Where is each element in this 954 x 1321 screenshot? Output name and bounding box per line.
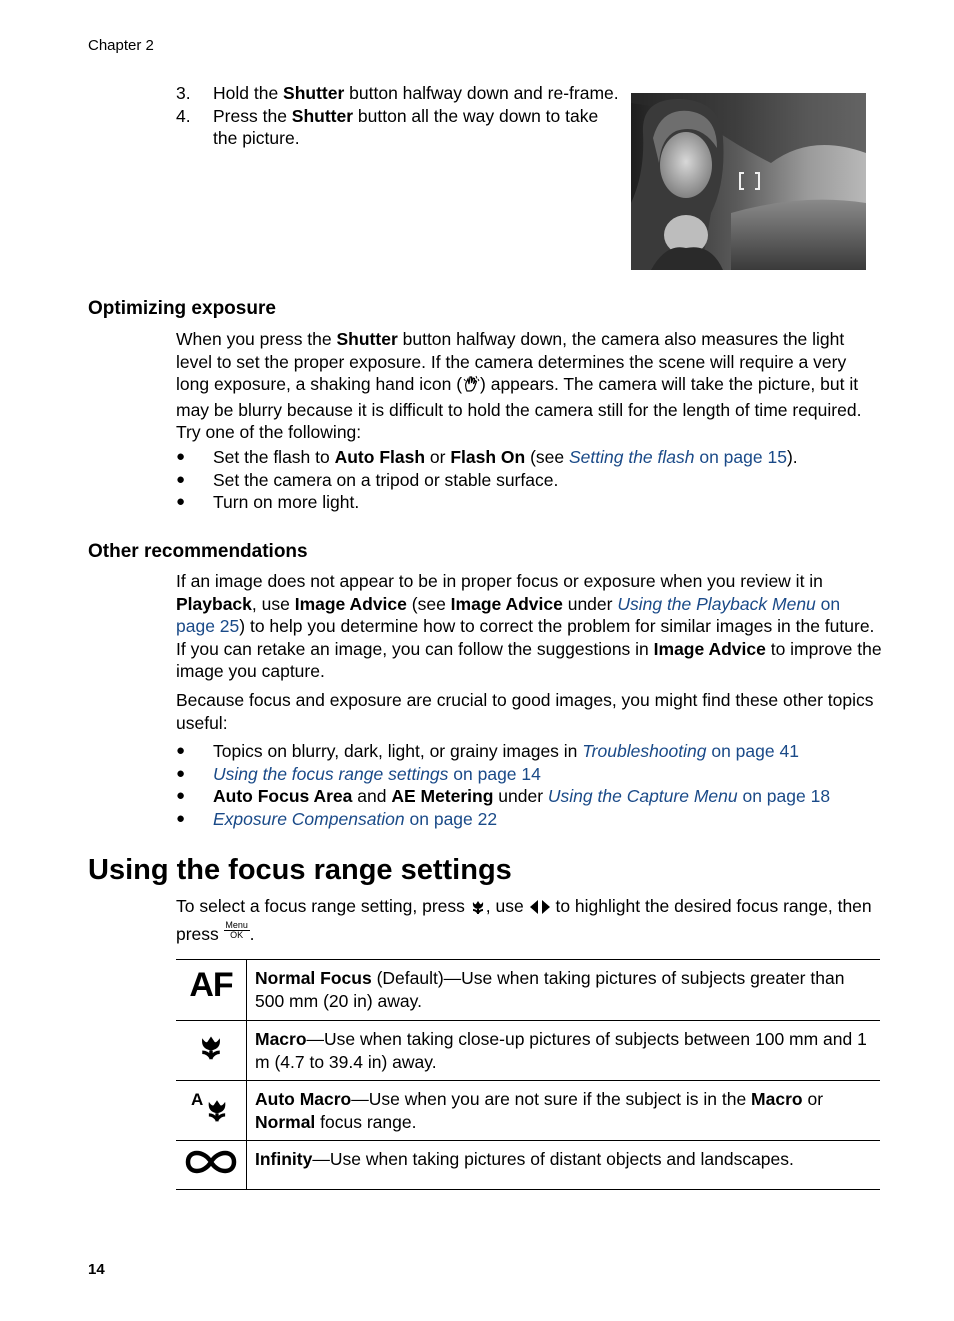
bullet-dot: ● bbox=[176, 470, 186, 488]
chapter-header: Chapter 2 bbox=[88, 37, 154, 54]
bold-run: Image Advice bbox=[450, 593, 563, 614]
link-exposure-compensation[interactable]: Exposure Compensation on page 22 bbox=[213, 808, 498, 829]
optimizing-paragraph bbox=[176, 328, 882, 444]
focus-intro-paragraph bbox=[176, 895, 882, 945]
text-run: ) to help you determine how to correct the problem for similar images in the future. If you can retake an image, you can follow the suggestions in bbox=[176, 616, 875, 659]
bold-run: Auto Macro bbox=[255, 1089, 352, 1109]
optimizing-bullet-list bbox=[176, 446, 882, 514]
text-run: (see bbox=[525, 447, 569, 467]
text-run: —Use when taking pictures of distant objects and landscapes. bbox=[312, 1149, 794, 1169]
table-desc-cell bbox=[247, 960, 881, 1021]
text-run: —Use when taking close-up pictures of subjects between 100 mm and 1 m (4.7 to 39.4 in) away. bbox=[255, 1029, 867, 1072]
list-item bbox=[176, 469, 882, 492]
other-paragraph-1 bbox=[176, 570, 882, 683]
bold-run: AE Metering bbox=[391, 786, 494, 806]
bullet-dot: ● bbox=[176, 448, 186, 465]
text-run: focus range. bbox=[315, 1111, 417, 1132]
step-text-post: button all the way down to take the picture. bbox=[213, 105, 599, 148]
bullet-dot: ● bbox=[176, 809, 186, 827]
text-run: button halfway down, the camera also measures the light level to set the proper exposure. If the camera determines the scene will require a very long exposure, a shaking hand icon ( bbox=[176, 329, 847, 394]
table-desc-cell bbox=[247, 1021, 881, 1081]
bullet-dot: ● bbox=[176, 742, 186, 759]
auto-macro-letter: A bbox=[191, 1090, 204, 1109]
text-run: under bbox=[493, 786, 548, 806]
step-text-pre: Press the bbox=[213, 105, 292, 126]
bold-run: Image Advice bbox=[653, 638, 766, 659]
section-heading-other: Other recommendations bbox=[88, 541, 308, 562]
text-run: to improve the image you capture. bbox=[176, 638, 882, 681]
list-item bbox=[176, 491, 882, 514]
section-heading-optimizing: Optimizing exposure bbox=[88, 298, 276, 319]
bold-run: Playback bbox=[176, 593, 252, 614]
bullet-dot: ● bbox=[176, 493, 186, 510]
step-item bbox=[176, 82, 622, 105]
bold-run: Macro bbox=[255, 1029, 307, 1049]
table-row bbox=[176, 960, 880, 1021]
link-using-the-playback-menu[interactable]: Using the Playback Menu on page 25 bbox=[176, 593, 841, 636]
bold-run: Normal Focus bbox=[255, 968, 372, 988]
text-run: (see bbox=[406, 593, 451, 614]
text-run: ). bbox=[786, 447, 798, 467]
table-row bbox=[176, 1081, 880, 1141]
text-run: (Default)—Use when taking pictures of subjects greater than 500 mm (20 in) away. bbox=[255, 968, 845, 1011]
table-icon-cell bbox=[176, 960, 247, 1021]
step-item bbox=[176, 105, 622, 150]
text-run: To select a focus range setting, press bbox=[176, 896, 470, 916]
text-run: Set the camera on a tripod or stable surface. bbox=[213, 469, 559, 490]
other-paragraph-2: Because focus and exposure are crucial to good images, you might find these other topics useful: bbox=[176, 690, 874, 733]
text-run: . bbox=[249, 923, 255, 944]
step-number: 3. bbox=[176, 83, 191, 103]
text-run: When you press the bbox=[176, 329, 337, 349]
ok-label: OK bbox=[224, 930, 250, 940]
focus-range-table bbox=[176, 959, 880, 1190]
left-right-arrows-icon bbox=[529, 898, 551, 921]
macro-flower-icon bbox=[197, 1033, 225, 1061]
step-text-post: button halfway down and re-frame. bbox=[344, 83, 619, 103]
bold-run: Auto Flash bbox=[334, 447, 426, 467]
text-run: —Use when you are not sure if the subject is in the bbox=[351, 1089, 752, 1109]
camera-preview-photo bbox=[631, 93, 866, 270]
text-run: ) appears. The camera will take the picture, but it may be blurry because it is difficult to hold the camera still for the length of time required. Try one of the following: bbox=[176, 374, 862, 442]
auto-focus-icon: AF bbox=[189, 966, 233, 1004]
text-run: If an image does not appear to be in proper focus or exposure when you review it in bbox=[176, 571, 823, 591]
step-text-pre: Hold the bbox=[213, 83, 284, 103]
bold-run: Image Advice bbox=[294, 593, 407, 614]
bullet-dot: ● bbox=[176, 764, 186, 782]
bold-run: Macro bbox=[751, 1089, 803, 1109]
table-icon-cell bbox=[176, 1141, 247, 1190]
shaking-hand-icon bbox=[462, 375, 480, 399]
text-run: Set the flash to bbox=[213, 447, 335, 467]
girl-portrait-image bbox=[631, 93, 866, 270]
menu-ok-icon bbox=[224, 921, 250, 940]
text-run: Turn on more light. bbox=[213, 492, 360, 512]
link-using-the-focus-range-settings[interactable]: Using the focus range settings on page 14 bbox=[213, 763, 541, 784]
list-item bbox=[176, 446, 882, 469]
table-desc-cell bbox=[247, 1141, 881, 1190]
list-item bbox=[176, 808, 882, 831]
list-item bbox=[176, 763, 882, 786]
menu-label: Menu bbox=[225, 919, 248, 930]
text-run: , use bbox=[251, 593, 295, 614]
step-list bbox=[176, 82, 622, 150]
bullet-dot: ● bbox=[176, 787, 186, 804]
link-setting-the-flash[interactable]: Setting the flash on page 15 bbox=[568, 447, 787, 467]
text-run: , use bbox=[485, 896, 529, 916]
link-using-the-capture-menu[interactable]: Using the Capture Menu on page 18 bbox=[547, 786, 831, 806]
table-desc-cell bbox=[247, 1081, 881, 1141]
text-run: or bbox=[425, 447, 451, 467]
bold-run: Normal bbox=[255, 1111, 316, 1132]
link-troubleshooting[interactable]: Troubleshooting on page 41 bbox=[582, 741, 799, 761]
bold-run: Flash On bbox=[450, 447, 526, 467]
table-row bbox=[176, 1141, 880, 1190]
auto-macro-icon bbox=[191, 1091, 231, 1125]
list-item bbox=[176, 740, 882, 763]
infinity-icon bbox=[184, 1147, 238, 1177]
bold-run: Auto Focus Area bbox=[213, 786, 353, 806]
table-icon-cell bbox=[176, 1081, 247, 1141]
page-number: 14 bbox=[88, 1261, 105, 1278]
text-run: and bbox=[352, 786, 392, 806]
table-icon-cell bbox=[176, 1021, 247, 1081]
page-title: Using the focus range settings bbox=[88, 854, 512, 886]
step-bold: Shutter bbox=[291, 105, 354, 126]
macro-flower-icon bbox=[470, 898, 486, 921]
bold-run: Shutter bbox=[336, 329, 398, 349]
text-run: to highlight the desired focus range, then press bbox=[176, 896, 872, 944]
text-run: Topics on blurry, dark, light, or grainy images in bbox=[213, 741, 583, 761]
text-run: under bbox=[562, 593, 618, 614]
list-item bbox=[176, 785, 882, 808]
step-bold: Shutter bbox=[283, 83, 345, 103]
table-row bbox=[176, 1021, 880, 1081]
text-run: or bbox=[802, 1089, 824, 1109]
bold-run: Infinity bbox=[255, 1149, 313, 1169]
step-number: 4. bbox=[176, 105, 191, 126]
other-bullet-list bbox=[176, 740, 882, 830]
